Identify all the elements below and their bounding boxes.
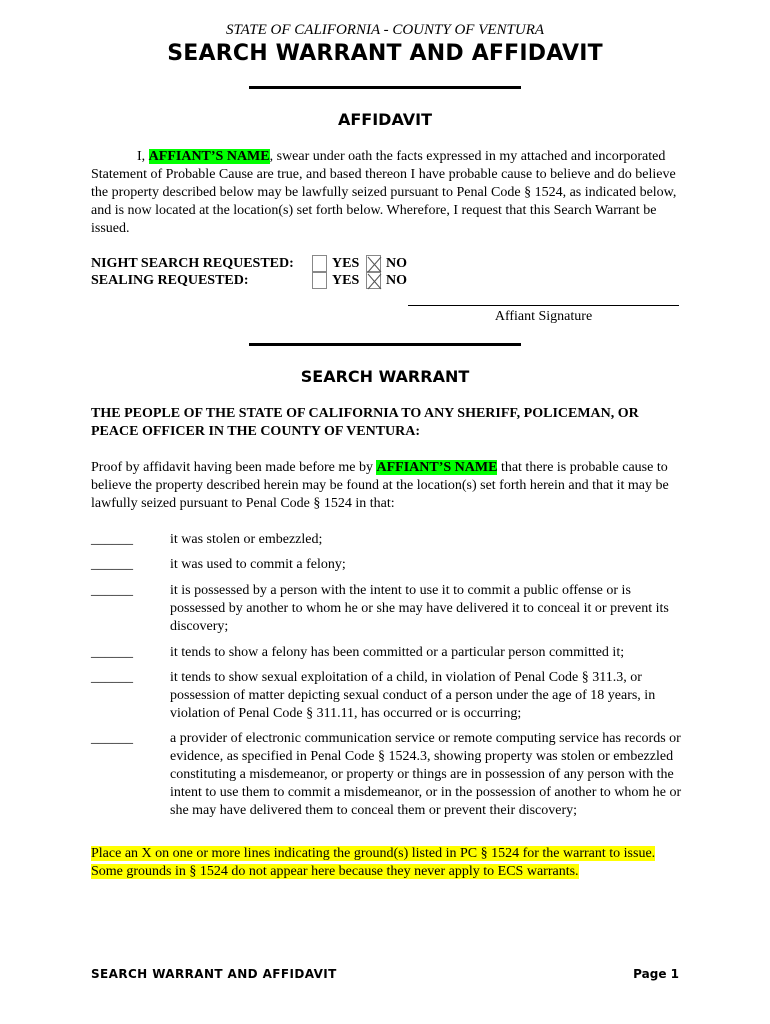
night-search-no-checkbox[interactable] <box>366 255 381 272</box>
ground-blank-line[interactable]: ______ <box>91 670 133 685</box>
night-search-no-label: NO <box>386 256 407 271</box>
ground-text: it tends to show sexual exploitation of a child, in violation of Penal Code § 311.3, or possession of matter depicting sexual conduct of a person under the age of 18 years, in violation of Penal Code § 311.11, has occurred or is occurring; <box>170 670 656 721</box>
ground-text: it was used to commit a felony; <box>170 557 346 572</box>
affidavit-heading: AFFIDAVIT <box>337 110 433 129</box>
instruction-note <box>91 845 661 881</box>
night-search-row <box>91 255 431 273</box>
affidavit-paragraph <box>91 148 681 238</box>
sealing-yes-label: YES <box>332 273 360 288</box>
sealing-row <box>91 272 431 290</box>
night-search-yes-label: YES <box>332 256 360 271</box>
affidavit-lead: I, <box>137 149 149 164</box>
ground-blank-line[interactable]: ______ <box>91 583 133 598</box>
signature-label: Affiant Signature <box>494 309 593 324</box>
instruction-text: Place an X on one or more lines indicating the ground(s) listed in PC § 1524 for the warrant to issue. Some grounds in § 1524 do not appear here because they never apply to ECS warrants. <box>91 846 656 879</box>
sealing-yes-checkbox[interactable] <box>312 272 327 289</box>
ground-text: it is possessed by a person with the intent to use it to commit a public offense or is possessed by another to whom he or she may have delivered it to conceal it or prevent its discovery; <box>170 583 669 634</box>
footer-title: SEARCH WARRANT AND AFFIDAVIT <box>91 967 337 981</box>
divider-middle <box>249 343 521 346</box>
ground-blank-line[interactable]: ______ <box>91 532 133 547</box>
proof-lead: Proof by affidavit having been made before me by <box>91 460 377 475</box>
document-title: SEARCH WARRANT AND AFFIDAVIT <box>167 41 603 66</box>
ground-text: a provider of electronic communication service or remote computing service has records or evidence, as specified in Penal Code § 1524.3, showing property was stolen or embezzled constituting a misdemeanor, or property or things are in possession of any person with the intent to use them to commit a misdemeanor, or in the possession of another to whom he or she may have delivered them to conceal them or prevent their discovery; <box>170 731 682 818</box>
ground-blank-line[interactable]: ______ <box>91 557 133 572</box>
night-search-yes-checkbox[interactable] <box>312 255 327 272</box>
search-warrant-heading: SEARCH WARRANT <box>300 367 470 386</box>
x-mark-icon <box>367 273 382 290</box>
sealing-no-label: NO <box>386 273 407 288</box>
ground-text: it tends to show a felony has been committed or a particular person committed it; <box>170 645 625 660</box>
sealing-label: SEALING REQUESTED: <box>91 273 249 288</box>
proof-body: that there is probable cause to believe the property described herein may be found at the location(s) set forth herein and that it may be lawfully seized pursuant to Penal Code § 1524 in that: <box>91 460 669 511</box>
ground-blank-line[interactable]: ______ <box>91 731 133 746</box>
signature-line[interactable] <box>408 305 679 306</box>
state-county-line: STATE OF CALIFORNIA - COUNTY OF VENTURA <box>225 22 545 38</box>
page-number: Page 1 <box>633 967 679 981</box>
ground-text: it was stolen or embezzled; <box>170 532 323 547</box>
ground-blank-line[interactable]: ______ <box>91 645 133 660</box>
divider-top <box>249 86 521 89</box>
warrant-addressee: THE PEOPLE OF THE STATE OF CALIFORNIA TO ANY SHERIFF, POLICEMAN, OR PEACE OFFICER IN THE COUNTY OF VENTURA: <box>91 406 639 439</box>
proof-paragraph <box>91 459 681 513</box>
sealing-no-checkbox[interactable] <box>366 272 381 289</box>
affidavit-body: , swear under oath the facts expressed in my attached and incorporated Statement of Probable Cause are true, and based thereon I have probable cause to believe and do believe the property described below may be lawfully seized pursuant to Penal Code § 1524, as indicated below, and is now located at the location(s) set forth below. Wherefore, I request that this Search Warrant be issued. <box>91 149 677 236</box>
affiant-name-field-2[interactable]: AFFIANT’S NAME <box>376 460 498 475</box>
night-search-label: NIGHT SEARCH REQUESTED: <box>91 256 294 271</box>
affiant-name-field[interactable]: AFFIANT’S NAME <box>148 149 270 164</box>
x-mark-icon <box>367 256 382 273</box>
